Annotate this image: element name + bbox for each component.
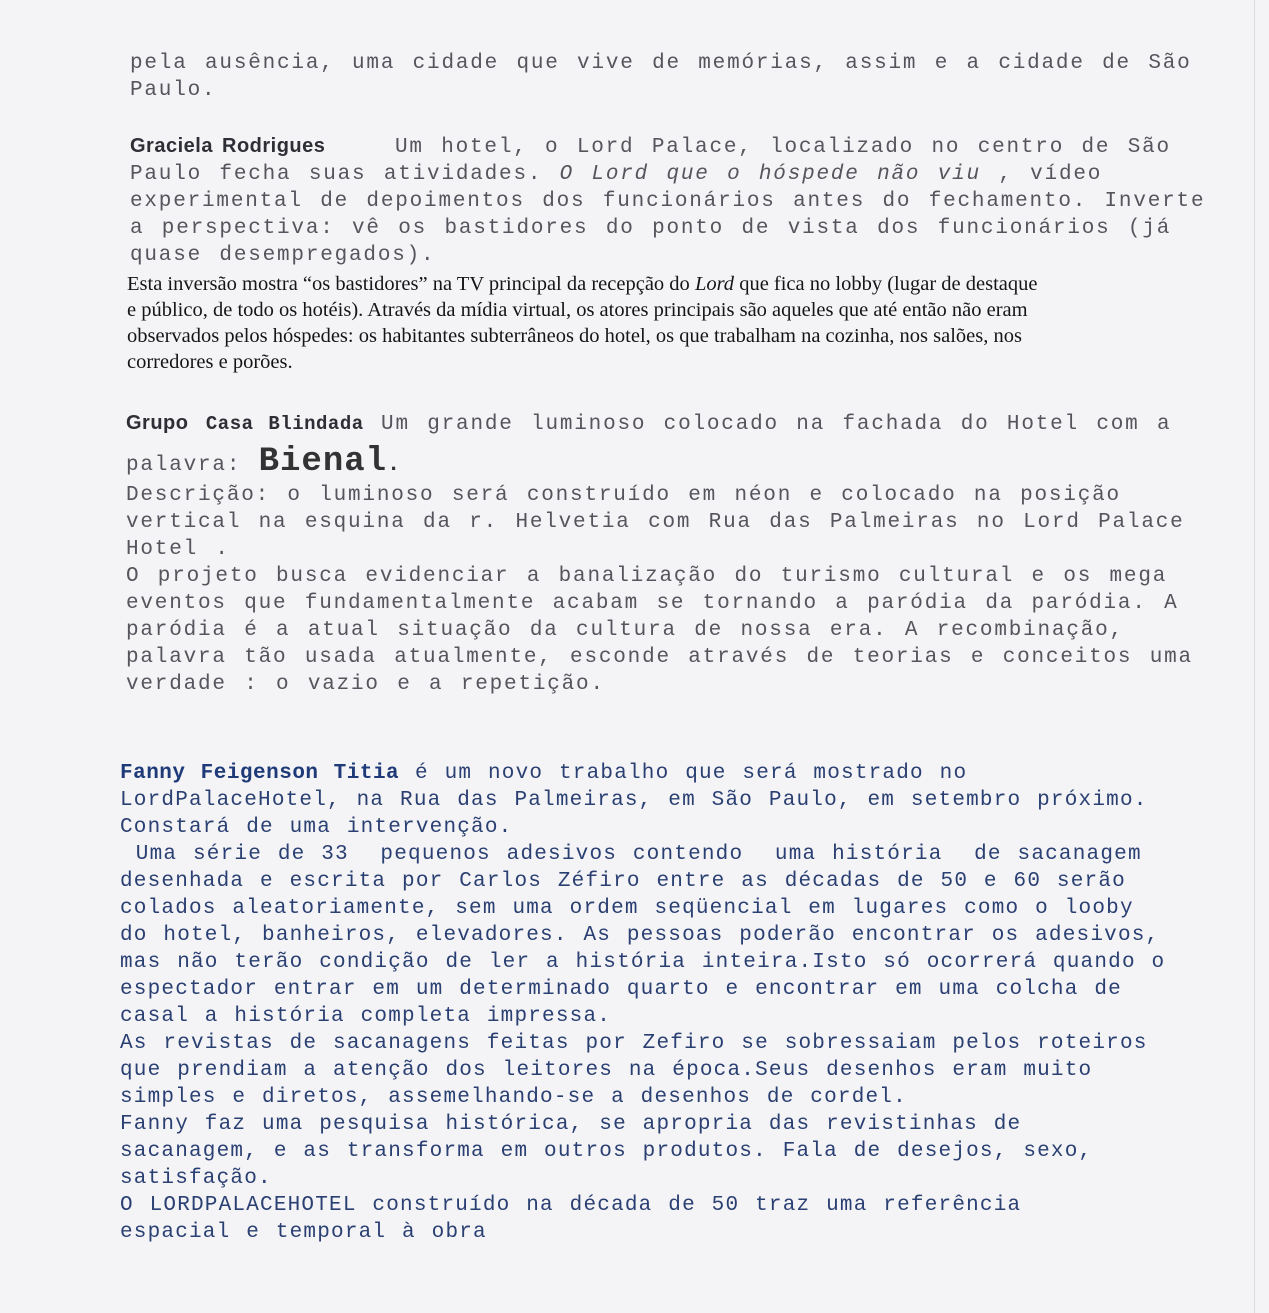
casa-line-8: paródia é a atual situação da cultura de nossa era. A recombinação, bbox=[126, 619, 1124, 642]
fanny-line-15: sacanagem, e as transforma em outros produtos. Fala de desejos, sexo, bbox=[120, 1140, 1093, 1163]
casa-line-2 bbox=[126, 438, 1196, 482]
fanny-section bbox=[120, 760, 1210, 1246]
graciela-line-3: experimental de depoimentos dos funcionários antes do fechamento. Inverte bbox=[130, 190, 1206, 213]
fanny-line-8: mas não terão condição de ler a história inteira.Isto só ocorrerá quando o bbox=[120, 951, 1166, 974]
graciela-serif-line-3: observados pelos hóspedes: os habitantes subterrâneos do hotel, os que trabalham na cozinha, nos salões, nos bbox=[127, 325, 1022, 347]
fanny-line-16: satisfação. bbox=[120, 1167, 272, 1190]
serif-line-1-b: que fica no lobby (lugar de destaque bbox=[739, 273, 1038, 295]
casa-blindada-section bbox=[126, 410, 1196, 698]
fanny-line-4: Uma série de 33 pequenos adesivos contendo uma história de sacanagem bbox=[120, 843, 1142, 866]
fanny-line-10: casal a história completa impressa. bbox=[120, 1005, 612, 1028]
fanny-line-3: Constará de uma intervenção. bbox=[120, 816, 513, 839]
fanny-line-6: colados aleatoriamente, sem uma ordem seqüencial em lugares como o looby bbox=[120, 897, 1134, 920]
graciela-line-2 bbox=[130, 161, 1222, 188]
bienal-dot: . bbox=[387, 452, 402, 477]
fanny-line-13: simples e diretos, assemelhando-se a desenhos de cordel. bbox=[120, 1086, 907, 1109]
artist-name-graciela: Graciela Rodrigues bbox=[130, 135, 326, 157]
graciela-serif-paragraph bbox=[127, 271, 1220, 375]
casa-line-10: verdade : o vazio e a repetição. bbox=[126, 673, 605, 696]
graciela-section bbox=[130, 133, 1222, 269]
group-label: Grupo bbox=[126, 412, 189, 434]
artist-name-casa-blindada: Casa Blindada bbox=[205, 413, 364, 435]
fanny-line-17: O LORDPALACEHOTEL construído na década de 50 traz uma referência bbox=[120, 1194, 1022, 1217]
graciela-line-1 bbox=[130, 133, 1222, 161]
fanny-line-18: espacial e temporal à obra bbox=[120, 1221, 487, 1244]
fanny-line-2: LordPalaceHotel, na Rua das Palmeiras, em São Paulo, em setembro próximo. bbox=[120, 789, 1148, 812]
graciela-line-5: quase desempregados). bbox=[130, 244, 436, 267]
casa-line-1-text: Um grande luminoso colocado na fachada do Hotel com a bbox=[381, 413, 1172, 436]
fanny-line-1 bbox=[120, 760, 1210, 787]
fanny-line-12: que prendiam a atenção dos leitores na época.Seus desenhos eram muito bbox=[120, 1059, 1093, 1082]
intro-line-2: Paulo. bbox=[130, 79, 217, 102]
fanny-line-14: Fanny faz uma pesquisa histórica, se apropria das revistinhas de bbox=[120, 1113, 1022, 1136]
casa-line-7: eventos que fundamentalmente acabam se tornando a paródia da paródia. A bbox=[126, 592, 1179, 615]
intro-line-1: pela ausência, uma cidade que vive de memórias, assim e a cidade de São bbox=[130, 52, 1192, 75]
page-edge-line bbox=[1254, 0, 1255, 1313]
casa-line-3: Descrição: o luminoso será construído em néon e colocado na posição bbox=[126, 484, 1121, 507]
casa-line-4: vertical na esquina da r. Helvetia com Rua das Palmeiras no Lord Palace bbox=[126, 511, 1185, 534]
casa-line-1 bbox=[126, 410, 1196, 438]
casa-line-6: O projeto busca evidenciar a banalização do turismo cultural e os mega bbox=[126, 565, 1168, 588]
graciela-serif-line-2: e público, de todo os hotéis). Através da mídia virtual, os atores principais são aqueles que até então não eram bbox=[127, 299, 1028, 321]
fanny-line-1-text: é um novo trabalho que será mostrado no bbox=[414, 762, 968, 785]
graciela-line-4: a perspectiva: vê os bastidores do ponto de vista dos funcionários (já bbox=[130, 217, 1172, 240]
serif-line-1-a: Esta inversão mostra “os bastidores” na TV principal da recepção do bbox=[127, 273, 690, 295]
intro-paragraph bbox=[130, 50, 1192, 104]
serif-line-1-italic: Lord bbox=[694, 273, 735, 295]
graciela-serif-line-4: corredores e porões. bbox=[127, 351, 293, 373]
graciela-line-2-a: Paulo fecha suas atividades. bbox=[130, 163, 543, 186]
graciela-line-2-b: , vídeo bbox=[998, 163, 1103, 186]
artist-name-fanny: Fanny Feigenson Titia bbox=[120, 762, 400, 785]
graciela-line-1-text: Um hotel, o Lord Palace, localizado no centro de São bbox=[395, 136, 1171, 159]
fanny-line-5: desenhada e escrita por Carlos Zéfiro entre as décadas de 50 e 60 serão bbox=[120, 870, 1126, 893]
casa-line-9: palavra tão usada atualmente, esconde através de teorias e conceitos uma bbox=[126, 646, 1193, 669]
fanny-line-7: do hotel, banheiros, elevadores. As pessoas poderão encontrar os adesivos, bbox=[120, 924, 1160, 947]
casa-line-2-a: palavra: bbox=[126, 454, 242, 477]
casa-line-5: Hotel . bbox=[126, 538, 230, 561]
video-title: O Lord que o hóspede não viu bbox=[559, 163, 981, 186]
graciela-serif-line-1 bbox=[127, 271, 1220, 297]
bienal-word: Bienal bbox=[258, 443, 388, 481]
fanny-line-11: As revistas de sacanagens feitas por Zefiro se sobressaiam pelos roteiros bbox=[120, 1032, 1148, 1055]
fanny-line-9: espectador entrar em um determinado quarto e encontrar em uma colcha de bbox=[120, 978, 1122, 1001]
